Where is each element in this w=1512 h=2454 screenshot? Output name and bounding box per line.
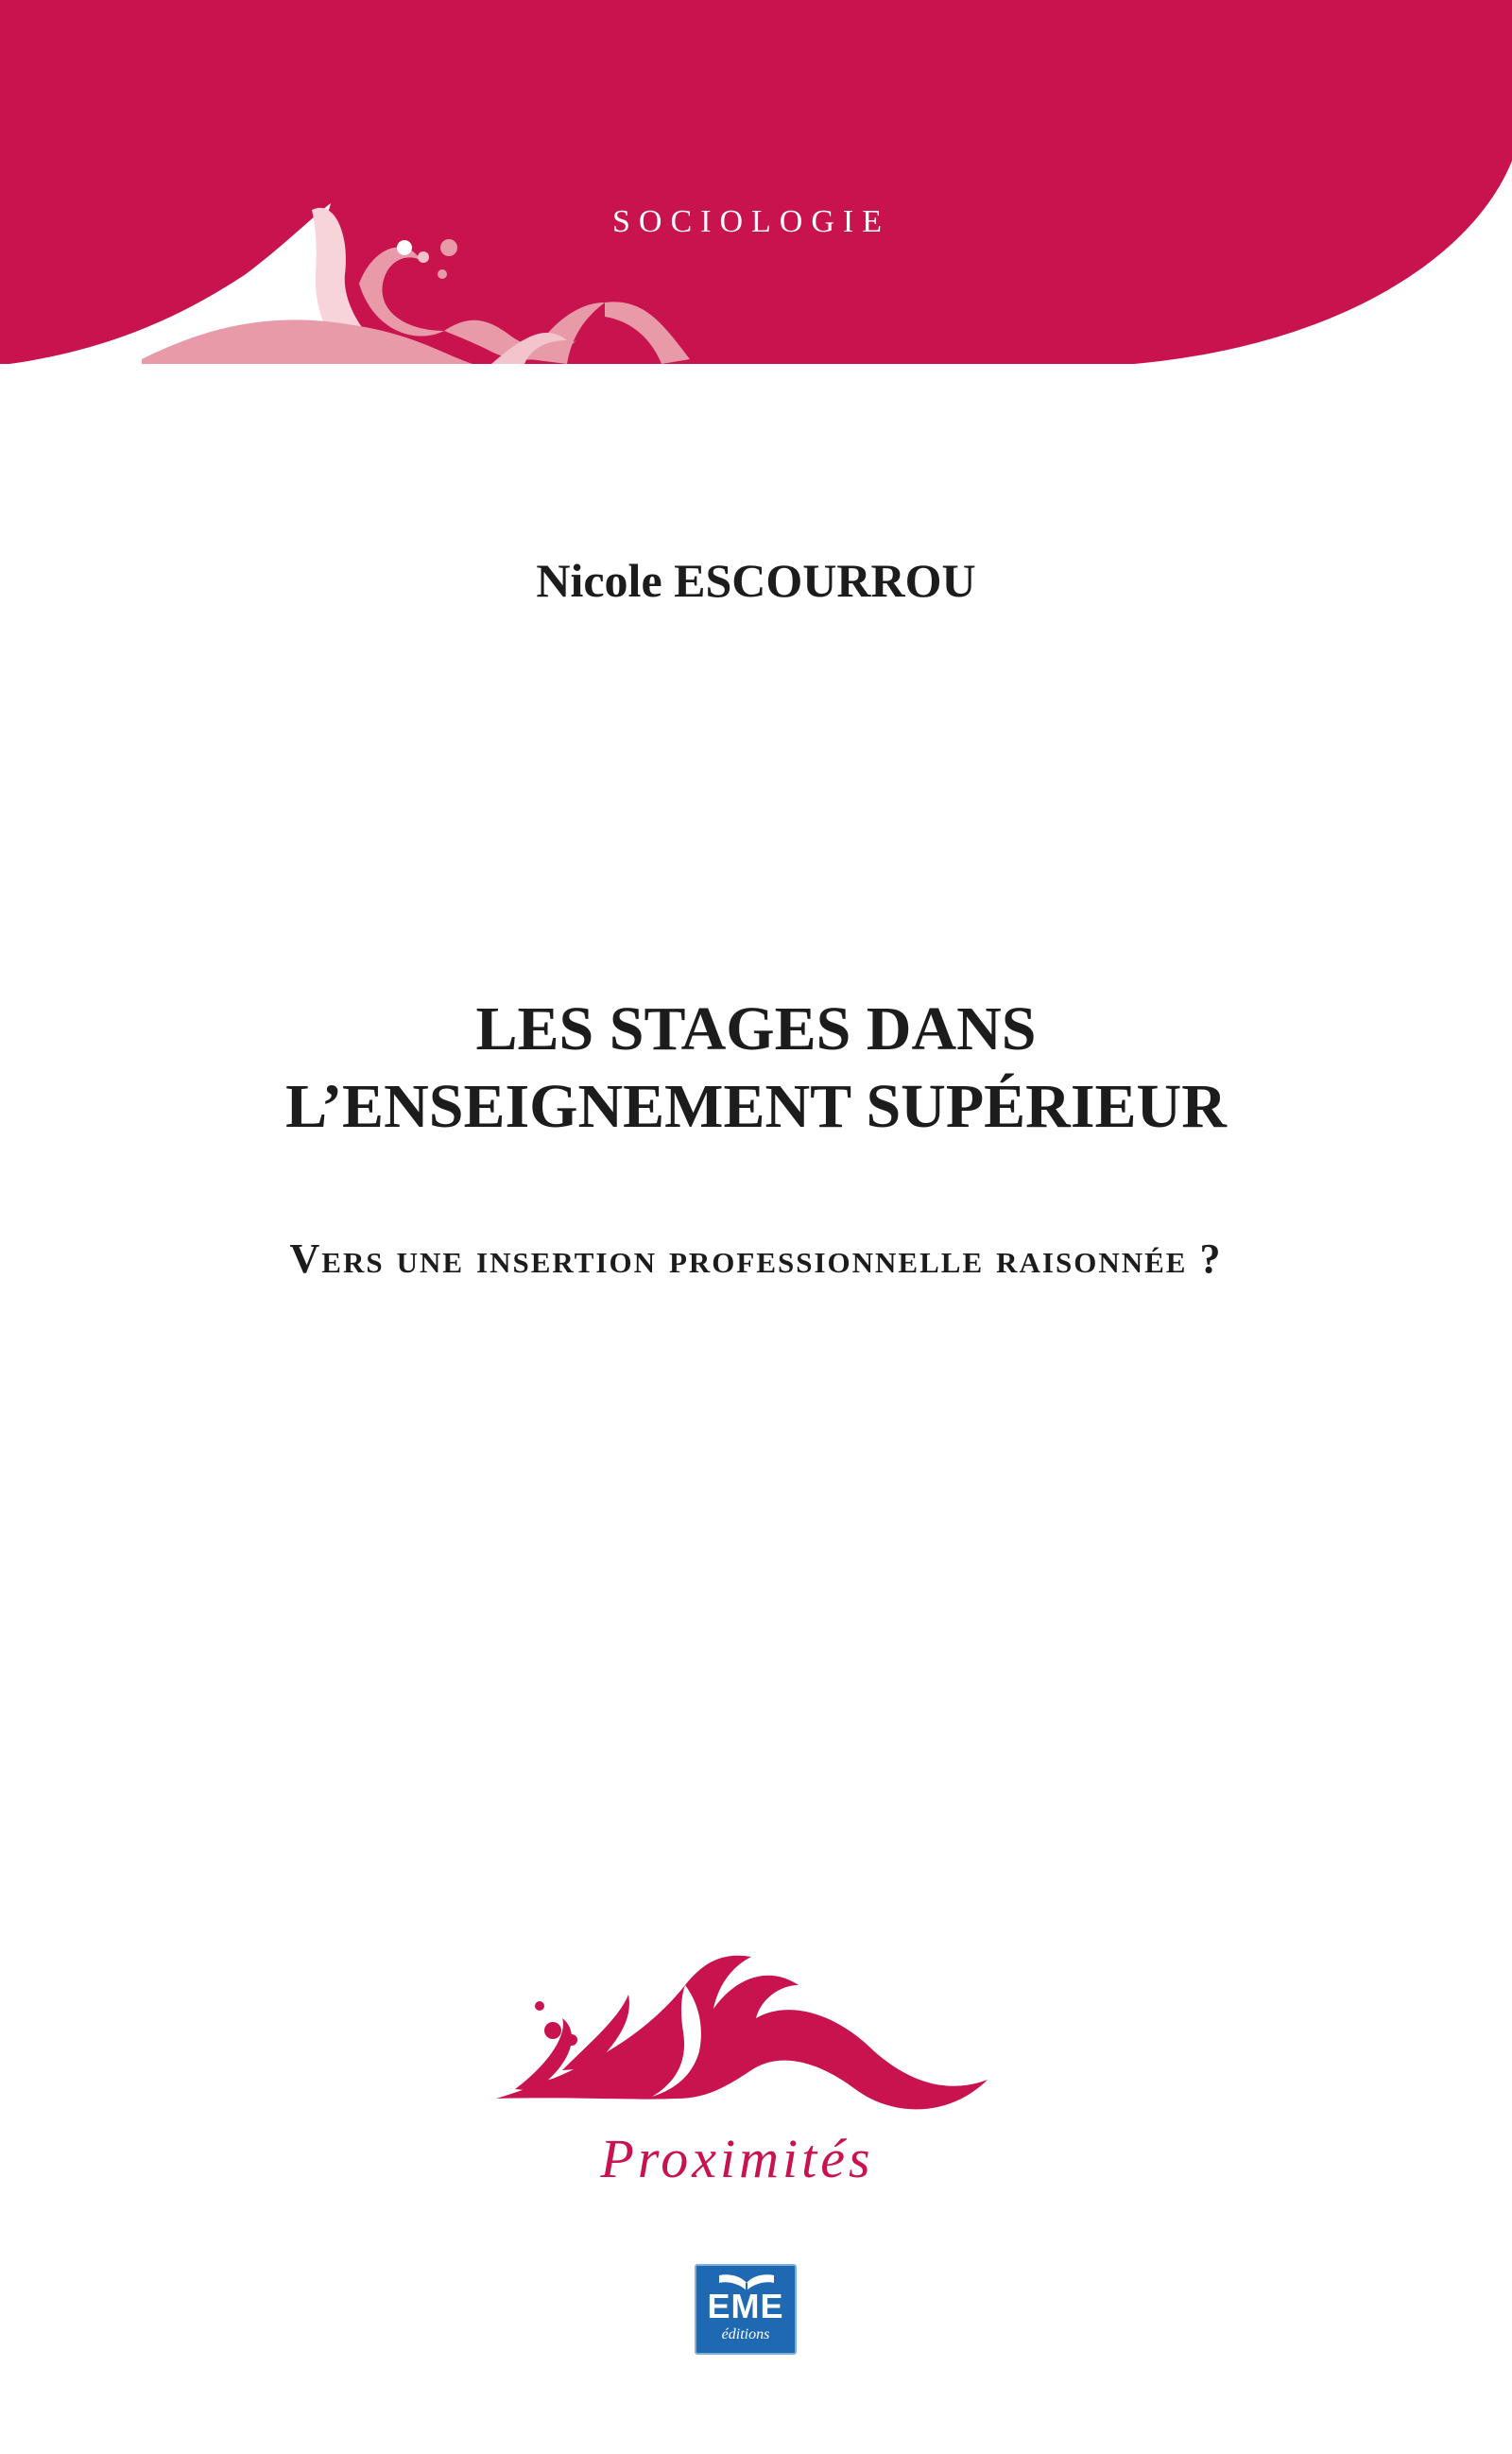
- book-subtitle: Vers une insertion professionnelle raisonnée ?: [289, 1236, 1223, 1282]
- series-label: SOCIOLOGIE: [612, 204, 890, 239]
- title-line-1: LES STAGES DANS: [475, 994, 1037, 1063]
- collection-name: Proximités: [600, 2128, 874, 2189]
- publisher-logo: [695, 2264, 797, 2355]
- wave-logo-icon: [477, 1928, 1006, 2146]
- book-title: [0, 991, 1512, 1146]
- author-name: Nicole ESCOURROU: [536, 554, 976, 607]
- top-band: [0, 0, 1512, 369]
- publisher-logo-text: EME: [707, 2287, 784, 2325]
- title-line-2: L’ENSEIGNEMENT SUPÉRIEUR: [285, 1072, 1227, 1141]
- publisher-tagline: éditions: [721, 2326, 770, 2342]
